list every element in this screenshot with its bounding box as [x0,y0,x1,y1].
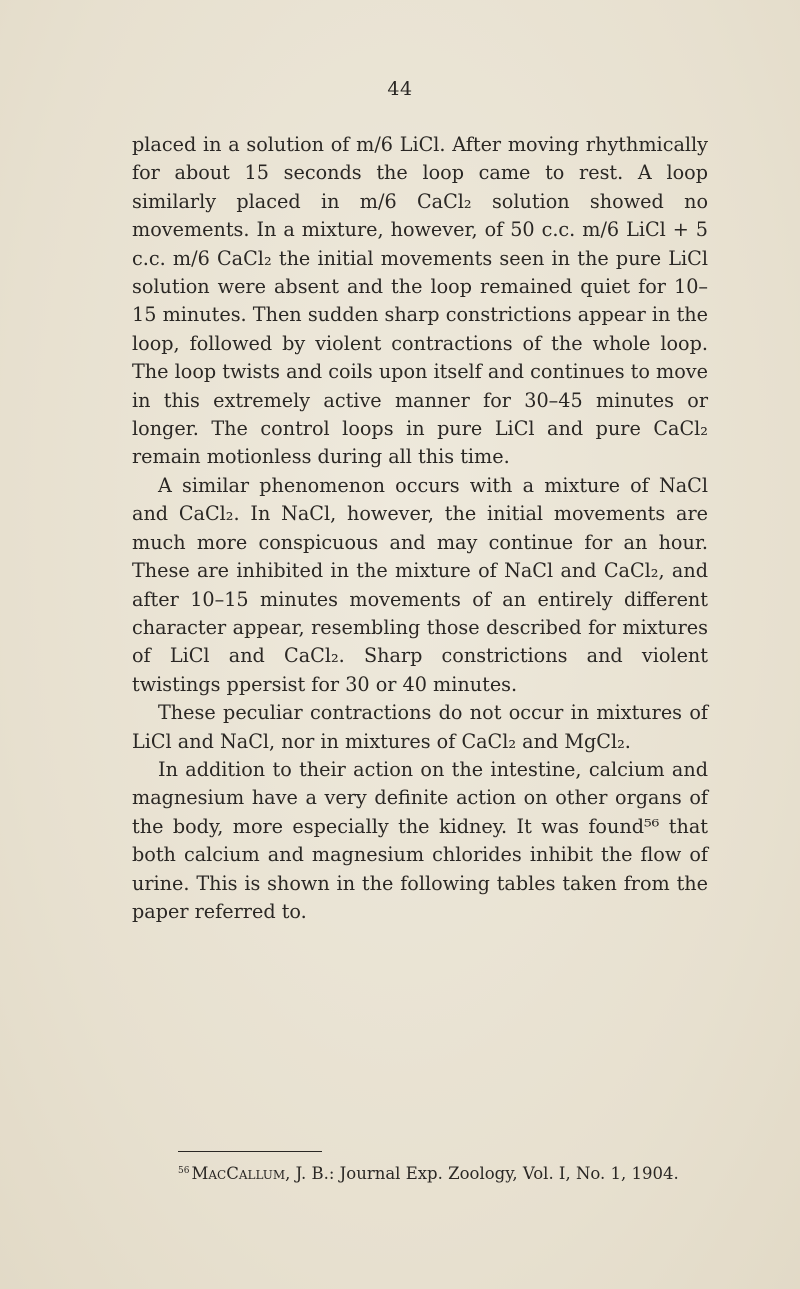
footnote-marker: 56 [178,1166,190,1176]
paragraph-4: In addition to their action on the intestine, calcium and magnesium have a very definite action on other organs of the body, more especially the kidney. It was found⁵⁶ that both calcium and magnesium chlorides inhibit the flow of urine. This is shown in the following tables taken from the paper referred to. [132,757,708,923]
paragraph-1: placed in a solution of m/6 LiCl. After moving rhythmically for about 15 seconds the loop came to rest. A loop similarly placed in m/6 CaCl₂ solution showed no movements. In a mixture, however, of 50 c.c. m/6 LiCl + 5 c.c. m/6 CaCl₂ the initial movements seen in the pure LiCl solution were absent and the loop remained quiet for 10–15 minutes. Then sudden sharp constrictions appear in the loop, followed by violent contractions of the whole loop. The loop twists and coils upon itself and continues to move in this extremely active manner for 30–45 minutes or longer. The control loops in pure LiCl and pure CaCl₂ remain motionless during all this time. [132,133,708,469]
footnote-divider [178,1151,322,1152]
footnote [178,1160,738,1185]
footnote-author: MacCallum [191,1164,286,1183]
footnote-citation: , J. B.: Journal Exp. Zoology, Vol. I, No. 1, 1904. [285,1164,679,1183]
paragraph-2: A similar phenomenon occurs with a mixture of NaCl and CaCl₂. In NaCl, however, the initial movements are much more conspicuous and may continue for an hour. These are inhibited in the mixture of NaCl and CaCl₂, and after 10–15 minutes movements of an entirely different character appear, resembling those described for mixtures of LiCl and CaCl₂. Sharp constrictions and violent twistings ppersist for 30 or 40 minutes. [132,473,708,696]
body-text [132,131,708,926]
paragraph-3: These peculiar contractions do not occur in mixtures of LiCl and NaCl, nor in mixtures of CaCl₂ and MgCl₂. [132,701,708,753]
page-number: 44 [387,78,413,100]
